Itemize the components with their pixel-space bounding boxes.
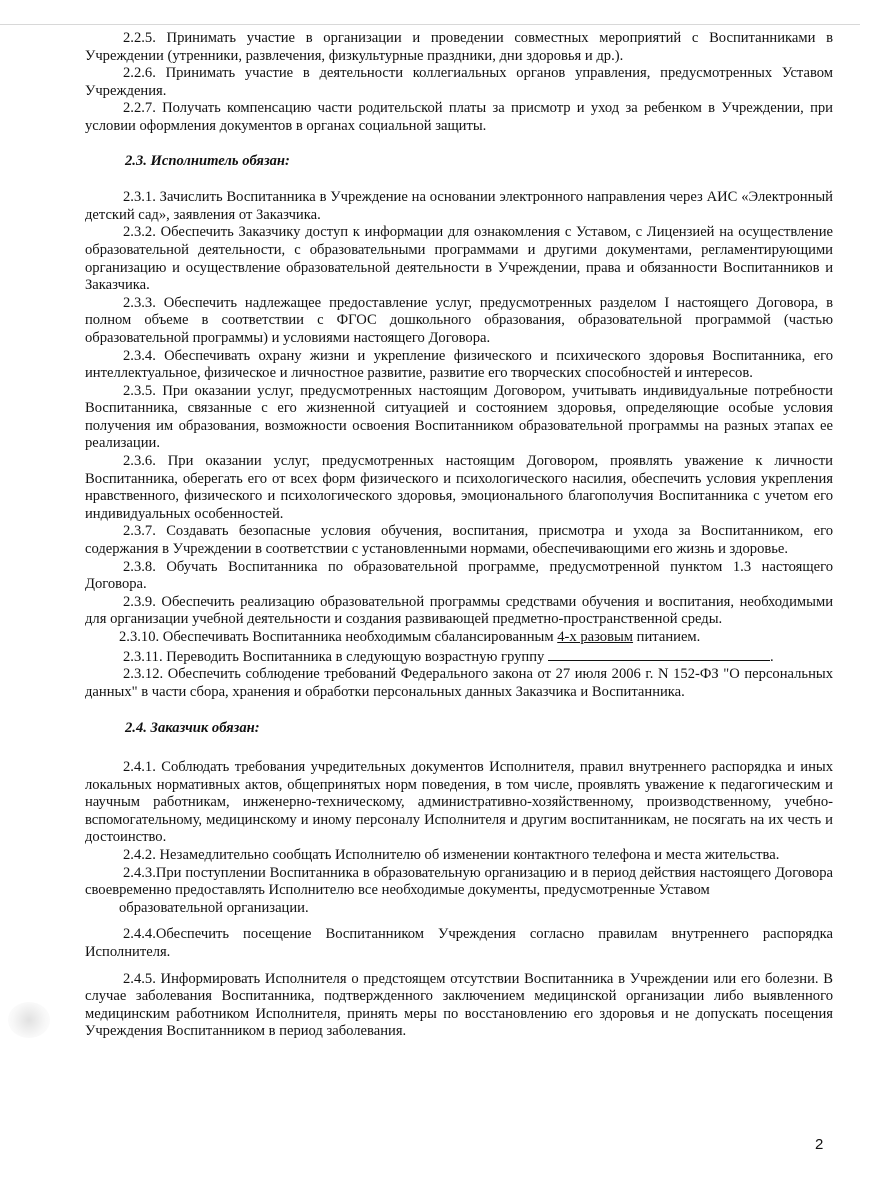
clause-2-4-3-continued: образовательной организации.: [119, 899, 309, 916]
page-number: 2: [815, 1136, 824, 1153]
clause-2-2-5: 2.2.5. Принимать участие в организации и проведении совместных мероприятий с Воспитанниками в Учреждении (утренники, развлечения, физкультурные праздники, дни здоровья и др.).: [85, 30, 833, 64]
clause-2-4-5: 2.4.5. Информировать Исполнителя о предстоящем отсутствии Воспитанника в Учреждении или его болезни. В случае заболевания Воспитанника, подтвержденного заключением медицинской организации либо выявленного медицинским работником Исполнителя, принять меры по восстановлению его здоровья и не допускать посещения Учреждения Воспитанником в период заболевания.: [85, 970, 833, 1040]
clause-2-3-3: 2.3.3. Обеспечить надлежащее предоставление услуг, предусмотренных разделом I настоящего Договора, в полном объеме в соответствии с ФГОС дошкольного образования, образовательной программой (частью образовательной программы) и условиями настоящего Договора.: [85, 294, 833, 346]
clause-2-3-10: [85, 629, 833, 647]
clause-2-3-1: 2.3.1. Зачислить Воспитанника в Учреждение на основании электронного направления через АИС «Электронный детский сад», заявления от Заказчика.: [85, 189, 833, 223]
clause-2-3-11-end: .: [769, 648, 774, 665]
clause-2-3-11: [85, 647, 833, 667]
document-body: [85, 30, 833, 1041]
meal-count-value: 4-х разовым: [557, 629, 634, 645]
clause-2-3-11-text: 2.3.11. Переводить Воспитанника в следующую возрастную группу: [123, 648, 548, 665]
clause-2-3-10-text: 2.3.10. Обеспечивать Воспитанника необходимым сбалансированным: [119, 629, 558, 645]
clause-2-3-6: 2.3.6. При оказании услуг, предусмотренных настоящим Договором, проявлять уважение к личности Воспитанника, оберегать его от всех форм физического и психологического насилия, обеспечить условия укрепления нравственного, физического и психологического здоровья, эмоционального благополучия Воспитанника с учетом его индивидуальных особенностей.: [85, 453, 833, 522]
section-heading-2-3: 2.3. Исполнитель обязан:: [125, 152, 290, 169]
clause-2-3-9: 2.3.9. Обеспечить реализацию образовательной программы средствами обучения и воспитания, необходимыми для организации учебной деятельности и создания развивающей предметно-пространственной среды.: [85, 593, 833, 628]
clause-2-4-2: 2.4.2. Незамедлительно сообщать Исполнителю об изменении контактного телефона и места жительства.: [123, 846, 780, 863]
clause-2-4-3: 2.4.3.При поступлении Воспитанника в образовательную организацию и в период действия настоящего Договора своевременно предоставлять Исполнителю все необходимые документы, предусмотренные Уставом: [85, 864, 833, 899]
age-group-blank-field[interactable]: [548, 647, 770, 661]
clause-2-4-1: 2.4.1. Соблюдать требования учредительных документов Исполнителя, правил внутреннего распорядка и иных локальных нормативных актов, общепринятых норм поведения, в том числе, проявлять уважение к педагогическим и научным работникам, инженерно-техническому, административно-хозяйственному, производственному, учебно-вспомогательному, медицинскому и иному персоналу Исполнителя и другим воспитанникам, не посягать на их честь и достоинство.: [85, 758, 833, 846]
clause-2-4-4: 2.4.4.Обеспечить посещение Воспитанником Учреждения согласно правилам внутреннего распорядка Исполнителя.: [85, 926, 833, 960]
clause-2-3-8: 2.3.8. Обучать Воспитанника по образовательной программе, предусмотренной пунктом 1.3 настоящего Договора.: [85, 558, 833, 593]
clause-2-2-6: 2.2.6. Принимать участие в деятельности коллегиальных органов управления, предусмотренных Уставом Учреждения.: [85, 65, 833, 99]
clause-2-3-7: 2.3.7. Создавать безопасные условия обучения, воспитания, присмотра и ухода за Воспитанником, его содержания в Учреждении в соответствии с установленными нормами, обеспечивающими его жизнь и здоровье.: [85, 523, 833, 558]
clause-2-3-12: 2.3.12. Обеспечить соблюдение требований Федерального закона от 27 июля 2006 г. N 152-ФЗ "О персональных данных" в части сбора, хранения и обработки персональных данных Заказчика и Воспитанника.: [85, 666, 833, 700]
scan-smudge: [8, 1002, 50, 1038]
section-heading-2-4: 2.4. Заказчик обязан:: [125, 720, 260, 737]
clause-2-3-5: 2.3.5. При оказании услуг, предусмотренных настоящим Договором, учитывать индивидуальные потребности Воспитанника, связанные с его жизненной ситуацией и состоянием здоровья, определяющие особые условия получения им образования, возможности освоения Воспитанником образовательной программы на разных этапах ее реализации.: [85, 382, 833, 452]
clause-2-3-2: 2.3.2. Обеспечить Заказчику доступ к информации для ознакомления с Уставом, с Лицензией на осуществление образовательной деятельности, с образовательными программами и другими документами, регламентирующими организацию и осуществление образовательной деятельности в Учреждении, права и обязанности Воспитанников и Заказчика.: [85, 224, 833, 294]
scan-edge-line: [0, 24, 860, 25]
clause-2-3-10-end: питанием.: [633, 629, 701, 645]
clause-2-3-4: 2.3.4. Обеспечивать охрану жизни и укрепление физического и психического здоровья Воспитанника, его интеллектуальное, физическое и личностное развитие, развитие его творческих способностей и интересов.: [85, 347, 833, 382]
clause-2-2-7: 2.2.7. Получать компенсацию части родительской платы за присмотр и уход за ребенком в Учреждении, при условии оформления документов в органах социальной защиты.: [85, 100, 833, 134]
